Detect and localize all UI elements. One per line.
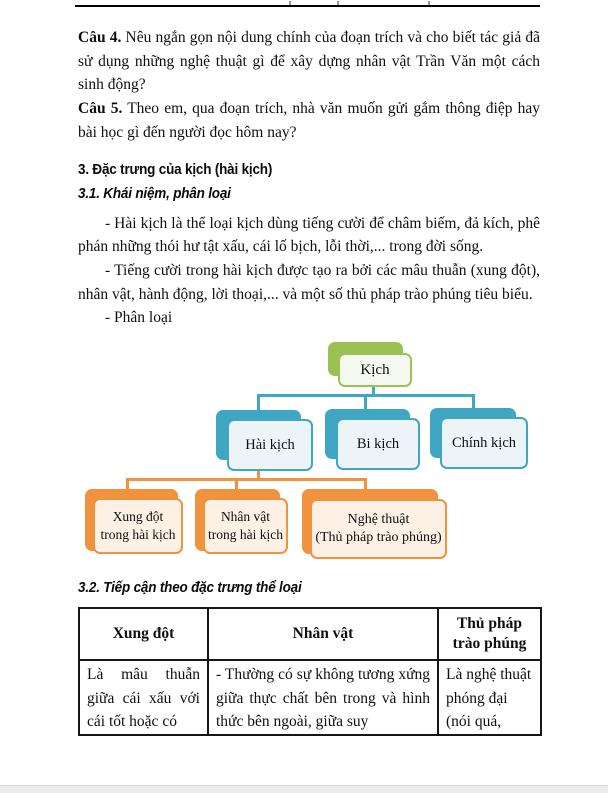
section-heading: 3. Đặc trưng của kịch (hài kịch) [78,161,273,178]
diagram-node-chinh-kich: Chính kịch [440,417,528,469]
paragraph-hai-kich-definition: - Hài kịch là thể loại kịch dùng tiếng cười để châm biếm, đả kích, phê phán những thói hư tật xấu, cái lố bịch, lỗi thời,... trong đời sống. [78,214,540,256]
subsection-3-2-heading: 3.2. Tiếp cận theo đặc trưng thể loại [78,580,302,597]
cut-header-text-fragment [337,1,339,5]
diagram-node-nghe-thuat: Nghệ thuật (Thủ pháp trào phúng) [310,499,447,559]
page-bottom-gap [0,785,608,793]
column-header-xung-dot: Xung đột [79,608,208,660]
cell-xung-dot: Là mâu thuẫn giữa cái xấu với cái tốt hoặc có [79,660,208,735]
question-4 [78,26,540,97]
diagram-node-xung-dot: Xung đột trong hài kịch [93,498,183,554]
genre-features-table [78,607,542,736]
header-rule [75,5,540,7]
classification-diagram [0,341,608,569]
diagram-node-hai-kich: Hài kịch [227,419,313,471]
column-header-nhan-vat: Nhân vật [208,608,438,660]
table-header-row [79,608,541,660]
cut-header-text-fragment [428,1,430,5]
paragraph-phan-loai: - Phân loại [105,309,173,327]
diagram-node-kich: Kịch [338,353,412,387]
table-row [79,660,541,735]
question-4-label: Câu 4. [78,29,122,46]
question-5-label: Câu 5. [78,100,123,118]
cell-nhan-vat: - Thường có sự không tương xứng giữa thực chất bên trong và hình thức bên ngoài, giữa suy [208,660,438,735]
cell-thu-phap: Là nghệ thuật phóng đại (nói quá, [438,660,541,735]
paragraph-tieng-cuoi: - Tiếng cười trong hài kịch được tạo ra bởi các mâu thuẫn (xung đột), nhân vật, hành động, lời thoại,... và một số thủ pháp trào phúng tiêu biểu. [78,261,540,303]
diagram-node-bi-kich: Bi kịch [336,418,420,470]
column-header-thu-phap: Thủ pháp trào phúng [438,608,541,660]
connector-leaf-horizontal [126,478,367,481]
question-5-text: Theo em, qua đoạn trích, nhà văn muốn gửi gắm thông điệp hay bài học gì đến người đọc hôm nay? [78,100,540,141]
question-5 [78,97,540,144]
cut-header-text-fragment [289,1,291,5]
question-4-text: Nêu ngắn gọn nội dung chính của đoạn trích và cho biết tác giả đã sử dụng những nghệ thuật gì để xây dựng nhân vật Trần Văn một cách sinh động? [78,29,540,94]
diagram-node-nhan-vat: Nhân vật trong hài kịch [203,498,288,554]
subsection-3-1-heading: 3.1. Khái niệm, phân loại [78,185,231,202]
